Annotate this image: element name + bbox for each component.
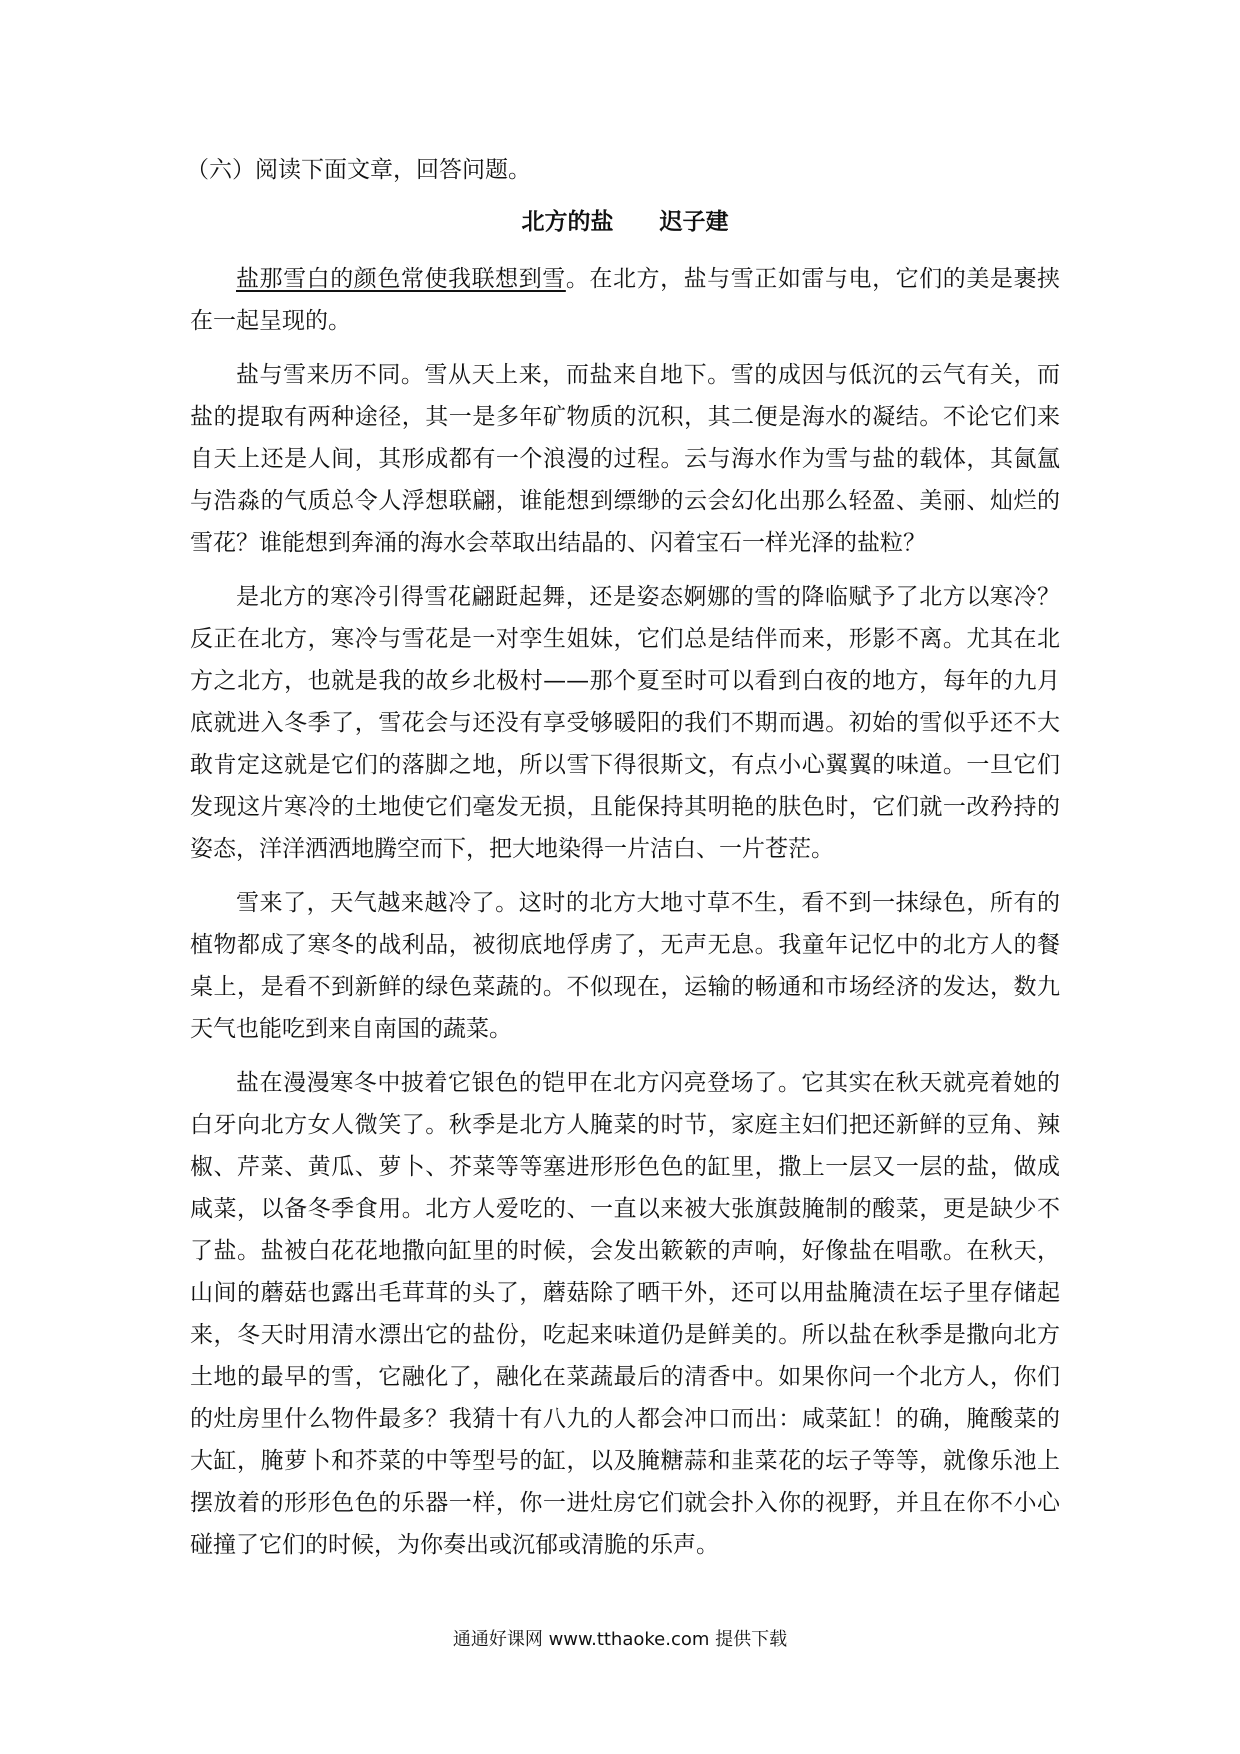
article-title: 北方的盐 迟子建 bbox=[521, 209, 729, 235]
paragraph-3: 是北方的寒冷引得雪花翩跹起舞，还是姿态婀娜的雪的降临赋予了北方以寒冷？反正在北方，寒冷与雪花是一对孪生姐妹，它们总是结伴而来，形影不离。尤其在北方之北方，也就是我的故乡北极村——那个夏至时可以看到白夜的地方，每年的九月底就进入冬季了，雪花会与还没有享受够暖阳的我们不期而遇。初始的雪似乎还不大敢肯定这就是它们的落脚之地，所以雪下得很斯文，有点小心翼翼的味道。一旦它们发现这片寒冷的土地使它们毫发无损，且能保持其明艳的肤色时，它们就一改矜持的姿态，洋洋洒洒地腾空而下，把大地染得一片洁白、一片苍茫。 bbox=[190, 584, 1060, 862]
paragraph-1 bbox=[190, 258, 1060, 342]
paragraph-5: 盐在漫漫寒冬中披着它银色的铠甲在北方闪亮登场了。它其实在秋天就亮着她的白牙向北方女人微笑了。秋季是北方人腌菜的时节，家庭主妇们把还新鲜的豆角、辣椒、芹菜、黄瓜、萝卜、芥菜等等塞进形形色色的缸里，撒上一层又一层的盐，做成咸菜，以备冬季食用。北方人爱吃的、一直以来被大张旗鼓腌制的酸菜，更是缺少不了盐。盐被白花花地撒向缸里的时候，会发出簌簌的声响，好像盐在唱歌。在秋天，山间的蘑菇也露出毛茸茸的头了，蘑菇除了晒干外，还可以用盐腌渍在坛子里存储起来，冬天时用清水漂出它的盐份，吃起来味道仍是鲜美的。所以盐在秋季是撒向北方土地的最早的雪，它融化了，融化在菜蔬最后的清香中。如果你问一个北方人，你们的灶房里什么物件最多？我猜十有八九的人都会冲口而出：咸菜缸！的确，腌酸菜的大缸，腌萝卜和芥菜的中等型号的缸，以及腌糖蒜和韭菜花的坛子等等，就像乐池上摆放着的形形色色的乐器一样，你一进灶房它们就会扑入你的视野，并且在你不小心碰撞了它们的时候，为你奏出或沉郁或清脆的乐声。 bbox=[190, 1070, 1060, 1558]
page-footer: 通通好课网 www.tthaoke.com 提供下载 bbox=[452, 1629, 788, 1650]
paragraph-1-rest: 。在北方，盐与雪正如雷与电，它们的美是裹挟在一起呈现的。 bbox=[190, 266, 1061, 334]
paragraph-4: 雪来了，天气越来越冷了。这时的北方大地寸草不生，看不到一抹绿色，所有的植物都成了寒冬的战利品，被彻底地俘虏了，无声无息。我童年记忆中的北方人的餐桌上，是看不到新鲜的绿色菜蔬的。不似现在，运输的畅通和市场经济的发达，数九天气也能吃到来自南国的蔬菜。 bbox=[190, 890, 1060, 1042]
underlined-sentence: 盐那雪白的颜色常使我联想到雪 bbox=[236, 266, 566, 292]
document-content bbox=[186, 152, 1061, 1578]
paragraph-2: 盐与雪来历不同。雪从天上来，而盐来自地下。雪的成因与低沉的云气有关，而盐的提取有两种途径，其一是多年矿物质的沉积，其二便是海水的凝结。不论它们来自天上还是人间，其形成都有一个浪漫的过程。云与海水作为雪与盐的载体，其氤氲与浩淼的气质总令人浮想联翩，谁能想到缥缈的云会幻化出那么轻盈、美丽、灿烂的雪花？谁能想到奔涌的海水会萃取出结晶的、闪着宝石一样光泽的盐粒？ bbox=[190, 362, 1060, 556]
question-heading: （六）阅读下面文章，回答问题。 bbox=[186, 157, 531, 183]
